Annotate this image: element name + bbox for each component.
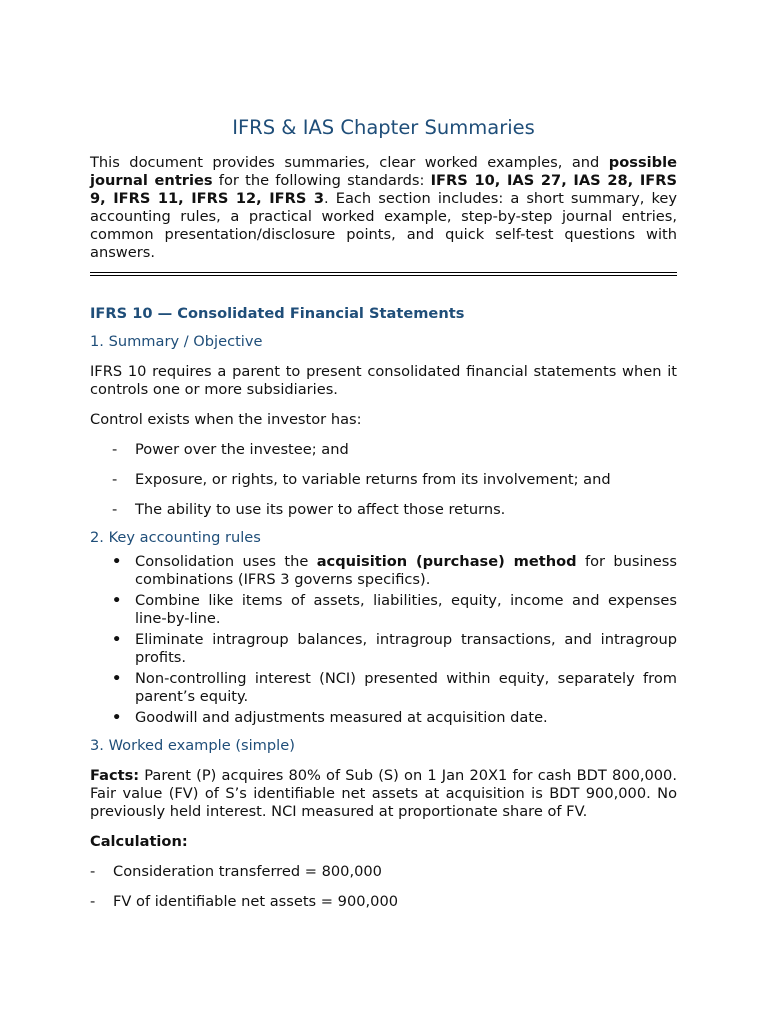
dash-marker: -	[112, 471, 118, 488]
list-item-text: Consolidation uses the	[135, 553, 317, 570]
calculation-label: Calculation:	[90, 833, 188, 850]
facts-paragraph	[90, 767, 677, 821]
list-item-text: Combine like items of assets, liabilities, equity, income and expenses line-by-line.	[135, 592, 677, 627]
list-item	[90, 592, 677, 628]
list-item	[90, 863, 677, 881]
section-heading: IFRS 10 — Consolidated Financial Statements	[90, 305, 465, 322]
bullet-marker: •	[112, 553, 122, 570]
list-item-text: Non-controlling interest (NCI) presented within equity, separately from parent’s equity.	[135, 670, 677, 705]
dash-marker: -	[90, 863, 96, 880]
list-item-bold: acquisition (purchase) method	[316, 553, 577, 570]
intro-bold-1: possible journal entries	[90, 154, 677, 189]
intro-text-1: This document provides summaries, clear worked examples, and	[90, 154, 609, 171]
list-item	[90, 441, 677, 459]
control-criteria-list	[90, 441, 677, 519]
intro-text-2: for the following standards:	[212, 172, 431, 189]
dash-marker: -	[112, 501, 118, 518]
document-title: IFRS & IAS Chapter Summaries	[232, 116, 535, 139]
page-content	[90, 116, 677, 911]
calculation-list	[90, 863, 677, 911]
summary-paragraph: IFRS 10 requires a parent to present consolidated financial statements when it controls one or more subsidiaries.	[90, 363, 677, 398]
list-item	[90, 631, 677, 667]
bullet-marker: •	[112, 592, 122, 609]
list-item-text: Exposure, or rights, to variable returns from its involvement; and	[135, 471, 611, 488]
rules-list	[90, 553, 677, 727]
list-item	[90, 553, 677, 589]
facts-label: Facts:	[90, 767, 140, 784]
list-item	[90, 471, 677, 489]
list-item	[90, 501, 677, 519]
control-intro-paragraph: Control exists when the investor has:	[90, 411, 362, 428]
list-item-text: The ability to use its power to affect those returns.	[135, 501, 506, 518]
dash-marker: -	[90, 893, 96, 910]
facts-text: Parent (P) acquires 80% of Sub (S) on 1 Jan 20X1 for cash BDT 800,000. Fair value (FV) of S’s identifiable net assets at acquisition is BDT 900,000. No previously held interest. NCI measured at proportionate share of FV.	[90, 767, 677, 820]
list-item	[90, 670, 677, 706]
calculation-paragraph	[90, 833, 677, 851]
summary-heading: 1. Summary / Objective	[90, 333, 263, 350]
list-item-text: Goodwill and adjustments measured at acquisition date.	[135, 709, 548, 726]
rules-heading: 2. Key accounting rules	[90, 529, 261, 546]
bullet-marker: •	[112, 670, 122, 687]
bullet-marker: •	[112, 631, 122, 648]
double-rule-divider	[90, 272, 677, 276]
list-item	[90, 893, 677, 911]
intro-paragraph	[90, 154, 677, 262]
list-item-text: Power over the investee; and	[135, 441, 349, 458]
list-item	[90, 709, 677, 727]
bullet-marker: •	[112, 709, 122, 726]
dash-marker: -	[112, 441, 118, 458]
example-heading: 3. Worked example (simple)	[90, 737, 295, 754]
list-item-text: FV of identifiable net assets = 900,000	[113, 893, 399, 910]
list-item-text: Eliminate intragroup balances, intragroup transactions, and intragroup profits.	[135, 631, 677, 666]
intro-bold-2: IFRS 10, IAS 27, IAS 28, IFRS 9, IFRS 11, IFRS 12, IFRS 3	[90, 172, 677, 207]
intro-text-3: . Each section includes: a short summary, key accounting rules, a practical worked example, step-by-step journal entries, common presentation/disclosure points, and quick self-test questions with answers.	[90, 190, 677, 261]
list-item-text-end: for business combinations (IFRS 3 governs specifics).	[135, 553, 677, 588]
list-item-text: Consideration transferred = 800,000	[113, 863, 382, 880]
